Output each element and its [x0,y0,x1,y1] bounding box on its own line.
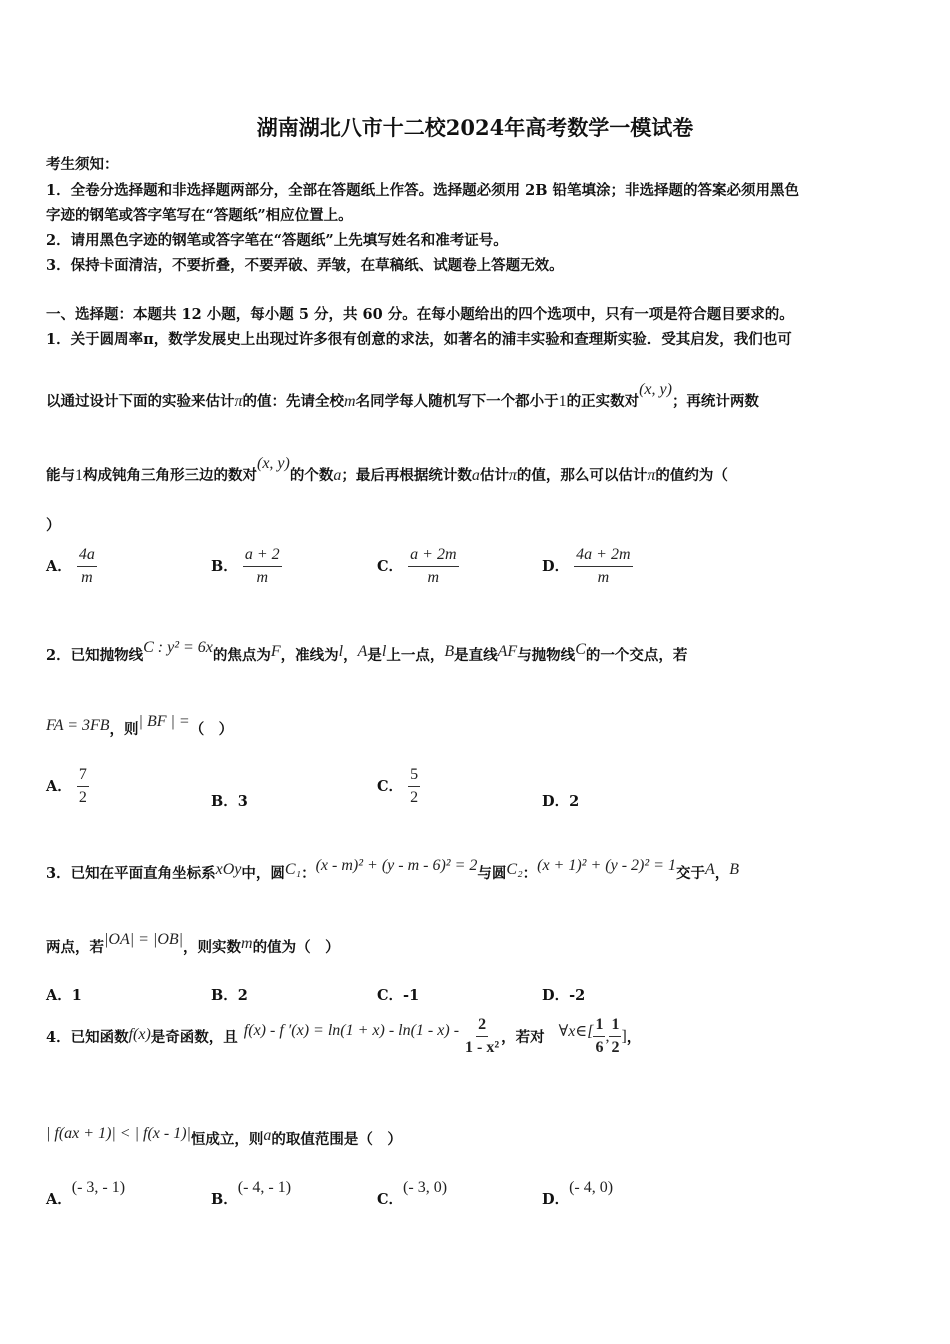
q2-text: ，准线为 [280,647,339,664]
option-value: 1 [71,987,82,1004]
option-value: -1 [403,987,420,1004]
interval-fraction: $\frac{1}{2}$ [611,1016,620,1056]
q1-text: 能与 [46,467,75,484]
m-symbol: m [241,935,253,952]
q4-text: ，若对 [501,1029,545,1046]
q1-line-2 [46,381,759,411]
q2-text: 与抛物线 [517,647,576,664]
q2-line-2 [46,713,234,739]
q2-option-b[interactable] [211,790,248,811]
interval-fraction: $\frac{1}{6}$ [595,1016,604,1056]
option-label: A． [46,987,72,1004]
q1-line-1: 1．关于圆周率π，数学发展史上出现过许多很有创意的求法，如著名的浦丰实验和查理斯实验．受其启发，我们也可 [46,331,792,348]
q1-option-d[interactable] [542,546,633,587]
q1-text: 的个数 [289,467,334,484]
q3-text: 3．已知在平面直角坐标系 [46,865,216,882]
f-symbol: F [270,643,281,660]
option-fraction: $\frac{5}{2}$ [410,766,419,806]
b-point-symbol: B [729,861,740,878]
q3-text: 中，圆 [241,865,285,882]
notice-heading: 考生须知： [46,156,119,173]
fx-symbol: f(x) [128,1025,151,1043]
q4-text: 恒成立，则 [190,1131,264,1148]
c2-symbol: C₂ [506,861,523,878]
page-title: 湖南湖北八市十二校2024年高考数学一模试卷 [256,115,694,140]
a-point-symbol: A [357,643,368,660]
q1-text: ；最后再根据统计数 [341,467,472,484]
a-symbol: a [471,467,480,484]
q1-line-3 [46,455,728,485]
option-label: C． [377,778,404,795]
q2-line-1 [46,639,688,665]
option-value: (- 3, - 1) [71,1179,126,1196]
q2-text: 是直线 [454,647,498,664]
q4-line-1 [46,1016,641,1057]
option-label: C． [377,558,404,575]
option-value: (- 4, 0) [569,1179,614,1196]
c-symbol: C [575,641,586,658]
function-equation: f(x) - f ′(x) = ln(1 + x) - ln(1 - x) - [243,1021,460,1039]
option-fraction: $\frac{a + 2m}{m}$ [410,546,457,586]
q1-text: 的值，那么可以估计 [516,467,648,484]
q1-option-b[interactable] [211,546,282,587]
equation-fraction: $\frac{2}{\text{1 - x²}}$ [465,1016,500,1056]
q2-text: 上一点， [386,647,445,664]
one-symbol: 1 [558,393,567,410]
option-label: B． [211,987,238,1004]
bf-length: | BF | = [138,713,190,730]
q3-line-1 [46,857,740,883]
option-value: (- 3, 0) [403,1179,448,1196]
b-point-symbol: B [444,643,455,660]
af-symbol: AF [497,643,518,660]
q3-option-c[interactable] [377,984,419,1005]
q4-line-2 [46,1125,402,1149]
q1-text: 的值约为（ [655,467,728,484]
option-label: A． [46,778,72,795]
option-value: 2 [237,987,248,1004]
a-symbol: a [263,1127,272,1144]
option-label: A． [46,558,72,575]
circle-1-equation: (x - m)² + (y - m - 6)² = 2 [315,857,478,874]
q2-text: （ ） [189,721,234,738]
q3-option-a[interactable] [46,984,82,1005]
option-label: D． [542,793,570,810]
q4-text: 4．已知函数 [46,1029,129,1046]
a-symbol: a [333,467,342,484]
q3-line-2 [46,931,340,957]
option-fraction: $\frac{4a}{m}$ [78,546,95,586]
c1-symbol: C₁ [284,861,302,878]
q2-text: 的一个交点，若 [585,647,688,664]
q4-option-b[interactable] [211,1176,292,1208]
q1-option-a[interactable] [46,546,97,587]
interval-close: ] [621,1027,627,1045]
option-value: -2 [569,987,586,1004]
notice-line-1b: 字迹的钢笔或答字笔写在“答题纸”相应位置上。 [46,207,353,224]
option-label: A． [46,1191,72,1208]
q2-text: ， [343,647,358,664]
interval-separator: , [605,1027,610,1045]
distance-equation: |OA| = |OB| [104,931,184,948]
q1-text: 以通过设计下面的实验来估计 [46,393,235,410]
inequality: | f(ax + 1)| < | f(x - 1)| [46,1125,191,1142]
q1-option-c[interactable] [377,546,459,587]
option-label: B． [211,558,238,575]
q1-text: ；再统计两数 [671,393,759,410]
q2-text: ，则 [109,721,139,738]
option-label: C． [377,987,404,1004]
option-value: 2 [569,793,580,810]
option-value: (- 4, - 1) [237,1179,292,1196]
m-symbol: m [344,393,356,410]
q1-text: 估计 [479,467,509,484]
q1-text: 的值：先请全校 [242,393,345,410]
option-label: D． [542,558,570,575]
option-label: B． [211,793,238,810]
pi-symbol: π [508,467,517,484]
q2-option-d[interactable] [542,790,579,811]
l-symbol: l [381,643,387,660]
a-point-symbol: A [704,861,715,878]
option-fraction: $\frac{4a + 2m}{m}$ [576,546,631,586]
forall-symbol: ∀x∈[ [558,1022,594,1040]
q3-text: 两点，若 [46,939,104,956]
q3-text: ，则实数 [183,939,242,956]
q2-text: 的焦点为 [212,647,271,664]
one-symbol: 1 [75,467,83,484]
xoy-symbol: xOy [215,861,242,878]
option-fraction: $\frac{a + 2}{m}$ [244,546,280,586]
q4-text: 的取值范围是（ ） [271,1131,402,1148]
section-heading: 一、选择题：本题共 12 小题，每小题 5 分，共 60 分。在每小题给出的四个选项中，只有一项是符合题目要求的。 [46,306,794,323]
vector-equation: FA = 3FB [46,717,110,734]
q2-text: 2．已知抛物线 [46,647,144,664]
q2-option-a[interactable] [46,766,89,807]
option-label: B． [211,1191,238,1208]
option-fraction: $\frac{7}{2}$ [78,766,87,806]
l-symbol: l [338,643,344,660]
q4-option-d[interactable] [542,1176,614,1208]
q3-text: 交于 [675,865,705,882]
q1-text: 的正实数对 [566,393,640,410]
q3-option-b[interactable] [211,984,248,1005]
q3-text: ： [301,865,316,882]
q4-text: 是奇函数，且 [150,1029,238,1046]
q3-text: ， [714,865,730,882]
option-label: D． [542,987,570,1004]
q3-text: 的值为（ ） [252,939,340,956]
circle-2-equation: (x + 1)² + (y - 2)² = 1 [537,857,676,874]
q4-option-c[interactable] [377,1176,448,1208]
q1-line-4: ） [46,517,61,534]
notice-line-2: 2．请用黑色字迹的钢笔或答字笔在“答题纸”上先填写姓名和准考证号。 [46,232,508,249]
option-label: C． [377,1191,404,1208]
q3-text: ： [522,865,538,882]
pi-symbol: π [234,393,243,410]
pair-symbol: (x, y) [639,381,672,398]
q2-option-c[interactable] [377,766,420,807]
q3-option-d[interactable] [542,984,585,1005]
q3-text: 与圆 [477,865,507,882]
q4-text: ， [626,1029,642,1046]
pair-symbol: (x, y) [257,455,290,472]
option-value: 3 [237,793,248,810]
option-label: D． [542,1191,570,1208]
notice-line-3: 3．保持卡面清洁，不要折叠，不要弄破、弄皱，在草稿纸、试题卷上答题无效。 [46,257,564,274]
pi-symbol: π [647,467,656,484]
q2-text: 是 [367,647,382,664]
parabola-equation: C : y² = 6x [143,639,213,656]
q4-option-a[interactable] [46,1176,126,1208]
q1-text: 构成钝角三角形三边的数对 [83,467,257,484]
notice-line-1a: 1．全卷分选择题和非选择题两部分，全部在答题纸上作答。选择题必须用 2B 铅笔填涂；非选择题的答案必须用黑色 [46,182,800,199]
q1-text: 名同学每人随机写下一个都小于 [355,393,559,410]
